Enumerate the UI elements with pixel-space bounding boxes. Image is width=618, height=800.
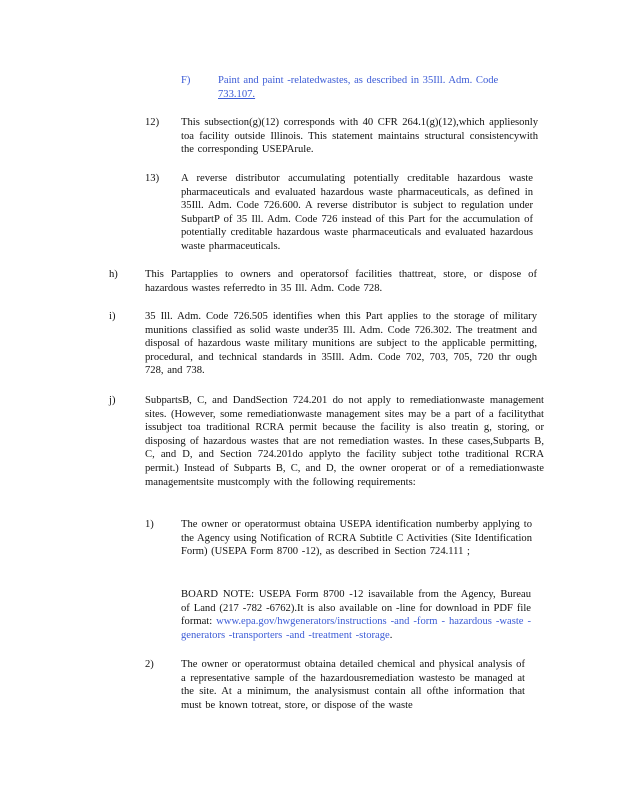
list-item-12 bbox=[145, 116, 538, 157]
board-note-body: BOARD NOTE: USEPA Form 8700 -12 isavailable from the Agency, Bureau of Land (217 -782 -6762).It is also available on -line for download in PDF file format: bbox=[181, 589, 531, 628]
item-label: 1) bbox=[145, 519, 154, 530]
list-item-j bbox=[109, 394, 544, 489]
board-note bbox=[181, 588, 531, 642]
item-label: 12) bbox=[145, 117, 160, 128]
list-item-i bbox=[109, 310, 537, 378]
item-label: i) bbox=[109, 311, 116, 322]
item-text: 35 Ill. Adm. Code 726.505 identifies when this Part applies to the storage of military munitions classified as solid waste under35 Ill. Adm. Code 726.302. The treatment and disposal of hazardous waste military munitions are subject to the applicable permitting, procedural, and technical standards in 35Ill. Adm. Code 702, 703, 705, 720 thr ough 728, and 738. bbox=[145, 311, 537, 377]
item-label: F) bbox=[181, 75, 191, 86]
list-item-j2 bbox=[145, 658, 525, 712]
list-item-F bbox=[181, 74, 519, 101]
board-note-text bbox=[181, 588, 531, 642]
item-label: j) bbox=[109, 395, 116, 406]
code-link[interactable]: 733.107. bbox=[218, 88, 256, 100]
item-label: h) bbox=[109, 269, 118, 280]
item-text: This subsection(g)(12) corresponds with 40 CFR 264.1(g)(12),which appliesonly toa facility outside Illinois. This statement maintains structural consistencywith the corresponding USEPArule. bbox=[181, 117, 538, 156]
item-text: This Partapplies to owners and operatorsof facilities thattreat, store, or dispose of hazardous wastes referredto in 35 Ill. Adm. Code 728. bbox=[145, 269, 537, 294]
list-item-j1 bbox=[145, 518, 532, 559]
epa-forms-link[interactable]: www.epa.gov/hwgenerators/instructions -and -form - hazardous -waste -generators -transporters -and -treatment -storage bbox=[181, 616, 531, 641]
item-label: 13) bbox=[145, 173, 160, 184]
list-item-13 bbox=[145, 172, 533, 254]
item-text: The owner or operatormust obtaina USEPA identification numberby applying to the Agency using Notification of RCRA Subtitle C Activities (Site Identification Form) (USEPA Form 8700 -12), as described in Section 724.111 ; bbox=[181, 519, 532, 558]
item-label: 2) bbox=[145, 659, 154, 670]
item-text bbox=[218, 74, 519, 101]
board-note-tail: . bbox=[389, 629, 393, 641]
item-text: SubpartsB, C, and DandSection 724.201 do not apply to remediationwaste management sites. (However, some remediationwaste management sites may be a part of a facilitythat issubject toa traditional RCRA permit because the facility is also treatin g, storing, or disposing of hazardous wastes that are not remediation wastes. In these cases,Subparts B, C, and D, and Section 724.201do applyto the facility subject tothe traditional RCRA permit.) Instead of Subparts B, C, and D, the owner oroperat or of a remediationwaste managementsite mustcomply with the following requirements: bbox=[145, 395, 544, 488]
item-text-body: Paint and paint -relatedwastes, as described in 35Ill. Adm. Code bbox=[218, 75, 499, 86]
item-text: A reverse distributor accumulating potentially creditable hazardous waste pharmaceuticals and evaluated hazardous waste pharmaceuticals, as defined in 35Ill. Adm. Code 726.600. A reverse distributor is subject to regulation under SubpartP of 35 Ill. Adm. Code 726 instead of this Part for the accumulation of potentially creditable hazardous waste pharmaceuticals and evaluated hazardous waste pharmaceuticals. bbox=[181, 173, 533, 252]
list-item-h bbox=[109, 268, 537, 295]
item-text: The owner or operatormust obtaina detailed chemical and physical analysis of a representative sample of the hazardousremediation wastesto be managed at the site. At a minimum, the analysismust contain all ofthe information that must be known totreat, store, or dispose of the waste bbox=[181, 659, 525, 711]
